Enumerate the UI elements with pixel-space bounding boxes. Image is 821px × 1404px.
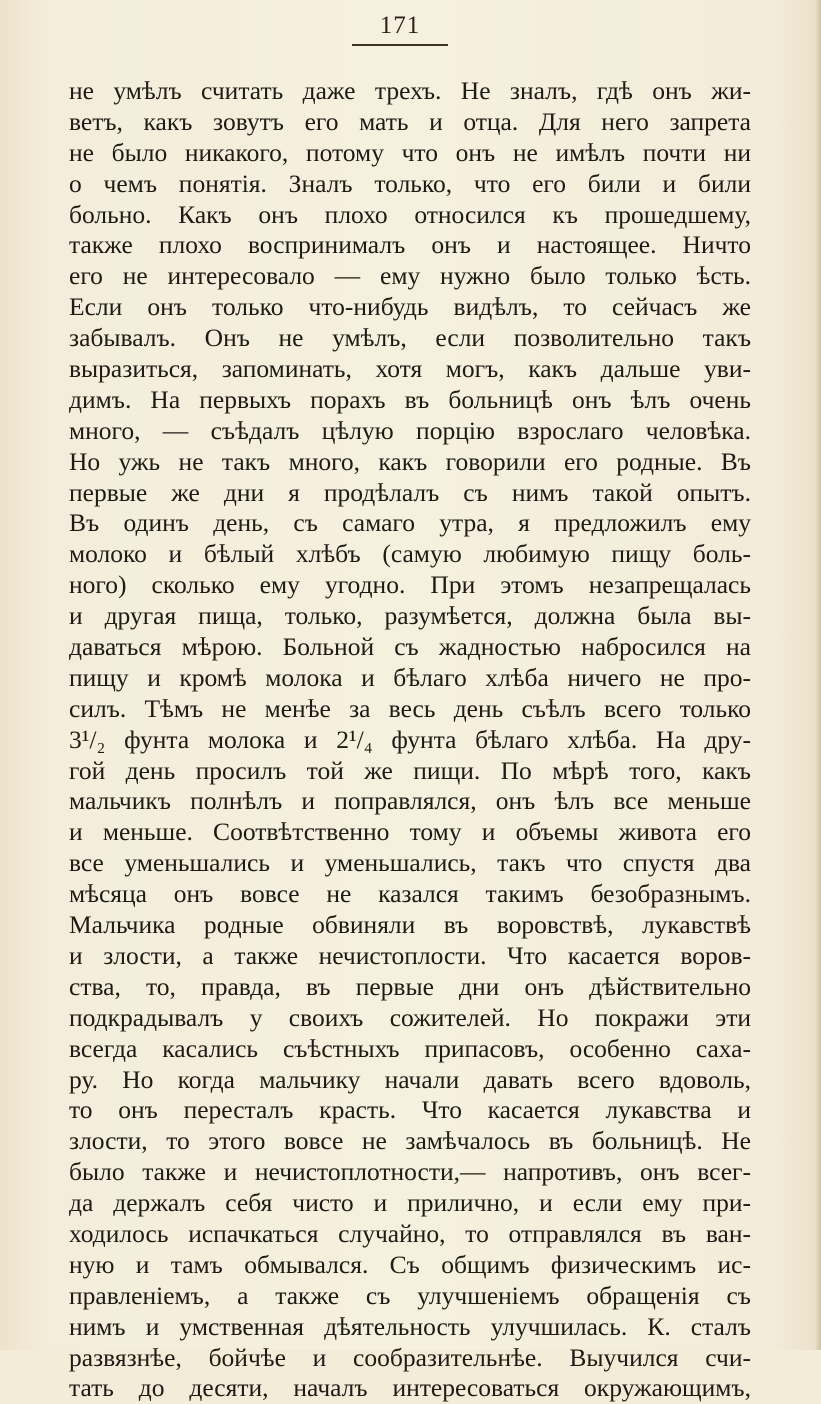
text-line: развязнѣе, бойчѣе и сообразительнѣе. Выучился счи- xyxy=(69,1342,751,1372)
text-line: молоко и бѣлый хлѣбъ (самую любимую пищу боль- xyxy=(69,539,751,569)
text-line: о чемъ понятія. Зналъ только, что его били и били xyxy=(69,168,751,198)
text-line: мальчикъ полнѣлъ и поправлялся, онъ ѣлъ все меньше xyxy=(69,786,751,816)
text-line: было также и нечистоплотности,— напротивъ, онъ всег- xyxy=(69,1157,751,1187)
text-line: и меньше. Соотвѣтственно тому и объемы живота его xyxy=(69,817,751,847)
page-number: 171 xyxy=(379,12,421,39)
text-line: много, — съѣдалъ цѣлую порцію взрослаго человѣка. xyxy=(69,415,751,445)
text-line: да держалъ себя чисто и прилично, и если ему при- xyxy=(69,1188,751,1218)
text-line: 3¹/₂ фунта молока и 2¹/₄ фунта бѣлаго хлѣба. На дру- xyxy=(69,724,751,754)
text-line: силъ. Тѣмъ не менѣе за весь день съѣлъ всего только xyxy=(69,693,751,723)
text-line: и злости, а также нечистоплости. Что касается воров- xyxy=(69,940,751,970)
text-line: забывалъ. Онъ не умѣлъ, если позволительно такъ xyxy=(69,323,751,353)
text-line: Мальчика родные обвиняли въ воровствѣ, лукавствѣ xyxy=(69,910,751,940)
text-line: Но ужь не такъ много, какъ говорили его родные. Въ xyxy=(69,446,751,476)
text-line: злости, то этого вовсе не замѣчалось въ больницѣ. Не xyxy=(69,1126,751,1156)
text-line: не было никакого, потому что онъ не имѣлъ почти ни xyxy=(69,137,751,167)
text-line: нимъ и умственная дѣятельность улучшилась. К. сталъ xyxy=(69,1311,751,1341)
page-number-rule xyxy=(352,44,448,46)
text-line: всегда касались съѣстныхъ припасовъ, особенно саха- xyxy=(69,1033,751,1063)
text-line: ходилось испачкаться случайно, то отправлялся въ ван- xyxy=(69,1218,751,1248)
text-line: Если онъ только что-нибудь видѣлъ, то сейчасъ же xyxy=(69,292,751,322)
text-line: и другая пища, только, разумѣется, должна была вы- xyxy=(69,601,751,631)
text-line: тать до десяти, началъ интересоваться окружающимъ, xyxy=(69,1373,751,1403)
text-line: подкрадывалъ у своихъ сожителей. Но покражи эти xyxy=(69,1002,751,1032)
text-line: даваться мѣрою. Больной съ жадностью набросился на xyxy=(69,632,751,662)
text-line: больно. Какъ онъ плохо относился къ прошедшему, xyxy=(69,199,751,229)
text-line: первые же дни я продѣлалъ съ нимъ такой опытъ. xyxy=(69,477,751,507)
text-line: мѣсяца онъ вовсе не казался такимъ безобразнымъ. xyxy=(69,879,751,909)
text-line: не умѣлъ считать даже трехъ. Не зналъ, гдѣ онъ жи- xyxy=(69,76,751,105)
page-edge-shadow xyxy=(815,0,821,1350)
text-line: ства, то, правда, въ первые дни онъ дѣйствительно xyxy=(69,971,751,1001)
text-line: ного) сколько ему угодно. При этомъ незапрещалась xyxy=(69,570,751,600)
text-line: также плохо воспринималъ онъ и настоящее. Ничто xyxy=(69,230,751,260)
text-line: правленіемъ, а также съ улучшеніемъ обращенія съ xyxy=(69,1280,751,1310)
text-line: его не интересовало — ему нужно было только ѣсть. xyxy=(69,261,751,291)
text-line: димъ. На первыхъ порахъ въ больницѣ онъ ѣлъ очень xyxy=(69,384,751,414)
text-line: пищу и кромѣ молока и бѣлаго хлѣба ничего не про- xyxy=(69,662,751,692)
text-line: Въ одинъ день, съ самаго утра, я предложилъ ему xyxy=(69,508,751,538)
text-line: выразиться, запоминать, хотя могъ, какъ дальше уви- xyxy=(69,354,751,384)
text-line: гой день просилъ той же пищи. По мѣрѣ того, какъ xyxy=(69,755,751,785)
body-text xyxy=(69,76,751,1404)
text-line: то онъ пересталъ красть. Что касается лукавства и xyxy=(69,1095,751,1125)
text-line: ную и тамъ обмывался. Съ общимъ физическимъ ис- xyxy=(69,1249,751,1279)
text-line: ру. Но когда мальчику начали давать всего вдоволь, xyxy=(69,1064,751,1094)
text-line: ветъ, какъ зовутъ его мать и отца. Для него запрета xyxy=(69,106,751,136)
text-line: все уменьшались и уменьшались, такъ что спустя два xyxy=(69,848,751,878)
